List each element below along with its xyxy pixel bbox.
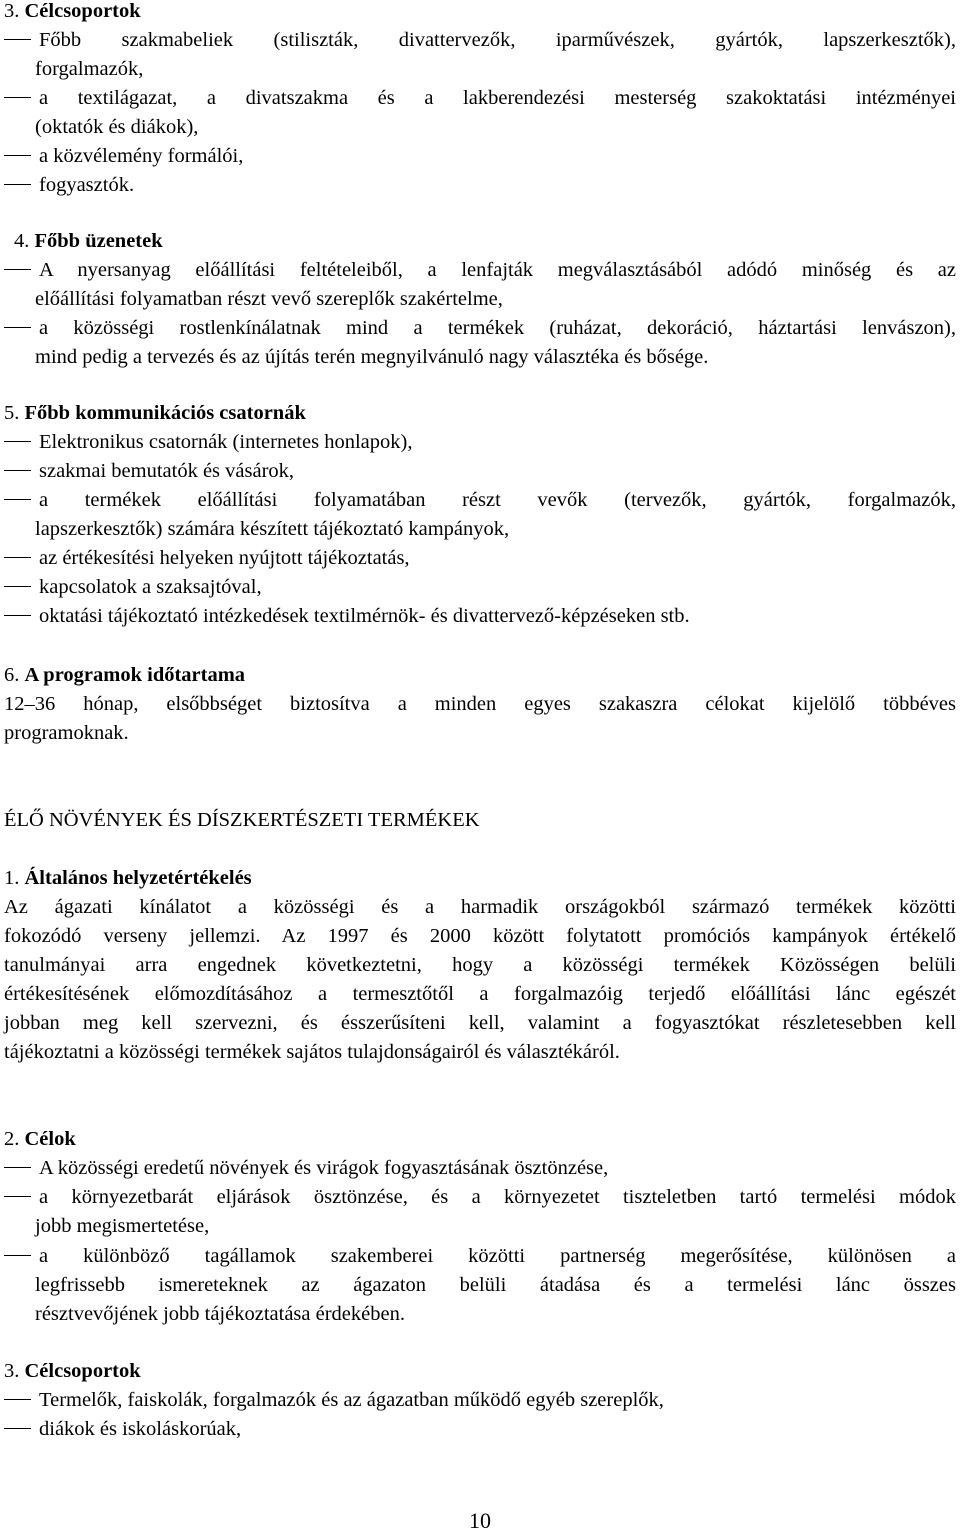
list-item: A közösségi eredetű növények és virágok fogyasztásának ösztönzése, bbox=[4, 1154, 956, 1183]
list-item-continuation: jobb megismertetése, bbox=[35, 1215, 210, 1237]
list-item-continuation: előállítási folyamatban részt vevő szereplők szakértelme, bbox=[35, 288, 503, 310]
paragraph-line: tájékoztatni a közösségi termékek sajátos tulajdonságairól és választékáról. bbox=[4, 1041, 620, 1063]
list-item: a termékek előállítási folyamatában részt vevők (tervezők, gyártók, forgalmazók, bbox=[4, 486, 956, 515]
list-item: Főbb szakmabeliek (stiliszták, divattervezők, iparművészek, gyártók, lapszerkesztők), bbox=[4, 26, 956, 55]
section-heading: 3. Célcsoportok bbox=[4, 1360, 141, 1382]
section-heading: 6. A programok időtartama bbox=[4, 664, 246, 686]
list-item-continuation: lapszerkesztők) számára készített tájékoztató kampányok, bbox=[35, 518, 510, 540]
chapter-title: ÉLŐ NÖVÉNYEK ÉS DÍSZKERTÉSZETI TERMÉKEK bbox=[4, 809, 480, 831]
list-item: a közösségi rostlenkínálatnak mind a termékek (ruházat, dekoráció, háztartási lenvászon), bbox=[4, 314, 956, 343]
paragraph-line: fokozódó verseny jellemzi. Az 1997 és 2000 között folytatott promóciós kampányok értékelő bbox=[4, 925, 956, 947]
list-item: diákok és iskoláskorúak, bbox=[4, 1415, 956, 1444]
list-item-continuation: mind pedig a tervezés és az újítás terén megnyilvánuló nagy választéka és bősége. bbox=[35, 346, 709, 368]
paragraph-line: programoknak. bbox=[4, 722, 129, 744]
section-heading: 5. Főbb kommunikációs csatornák bbox=[4, 402, 306, 424]
list-item: Termelők, faiskolák, forgalmazók és az ágazatban működő egyéb szereplők, bbox=[4, 1386, 956, 1415]
paragraph-line: 12–36 hónap, elsőbbséget biztosítva a minden egyes szakaszra célokat kijelölő többéves bbox=[4, 693, 956, 715]
list-item: a textilágazat, a divatszakma és a lakberendezési mesterség szakoktatási intézményei bbox=[4, 84, 956, 113]
list-item: a közvélemény formálói, bbox=[4, 142, 956, 171]
section-heading: 1. Általános helyzetértékelés bbox=[4, 867, 252, 889]
list-item: Elektronikus csatornák (internetes honlapok), bbox=[4, 428, 956, 457]
list-item: a környezetbarát eljárások ösztönzése, és a környezetet tiszteletben tartó termelési módok bbox=[4, 1183, 956, 1212]
list-item: A nyersanyag előállítási feltételeiből, a lenfajták megválasztásából adódó minőség és az bbox=[4, 256, 956, 285]
page-number: 10 bbox=[469, 1508, 491, 1533]
list-item: kapcsolatok a szaksajtóval, bbox=[4, 573, 956, 602]
list-item-continuation: résztvevőjének jobb tájékoztatása érdekében. bbox=[35, 1303, 405, 1325]
list-item: fogyasztók. bbox=[4, 171, 956, 200]
list-item: a különböző tagállamok szakemberei közötti partnerség megerősítése, különösen a bbox=[4, 1242, 956, 1271]
list-item: szakmai bemutatók és vásárok, bbox=[4, 457, 956, 486]
list-item-continuation: forgalmazók, bbox=[35, 58, 144, 80]
paragraph-line: tanulmányai arra engednek következtetni, hogy a közösségi termékek Közösségen belüli bbox=[4, 954, 956, 976]
paragraph-line: értékesítésének előmozdításához a termesztőtől a forgalmazóig terjedő előállítási lánc egészét bbox=[4, 983, 956, 1005]
list-item-continuation: legfrissebb ismereteknek az ágazaton belüli átadása és a termelési lánc összes bbox=[35, 1274, 956, 1296]
paragraph-line: Az ágazati kínálatot a közösségi és a harmadik országokból származó termékek közötti bbox=[4, 896, 956, 918]
section-heading: 3. Célcsoportok bbox=[4, 0, 141, 22]
section-heading: 2. Célok bbox=[4, 1128, 76, 1150]
list-item-continuation: (oktatók és diákok), bbox=[35, 116, 199, 138]
list-item: oktatási tájékoztató intézkedések textilmérnök- és divattervező-képzéseken stb. bbox=[4, 602, 956, 631]
paragraph-line: jobban meg kell szervezni, és ésszerűsíteni kell, valamint a fogyasztókat részletesebben kell bbox=[4, 1012, 956, 1034]
section-heading: 4. Főbb üzenetek bbox=[14, 230, 163, 252]
list-item: az értékesítési helyeken nyújtott tájékoztatás, bbox=[4, 544, 956, 573]
